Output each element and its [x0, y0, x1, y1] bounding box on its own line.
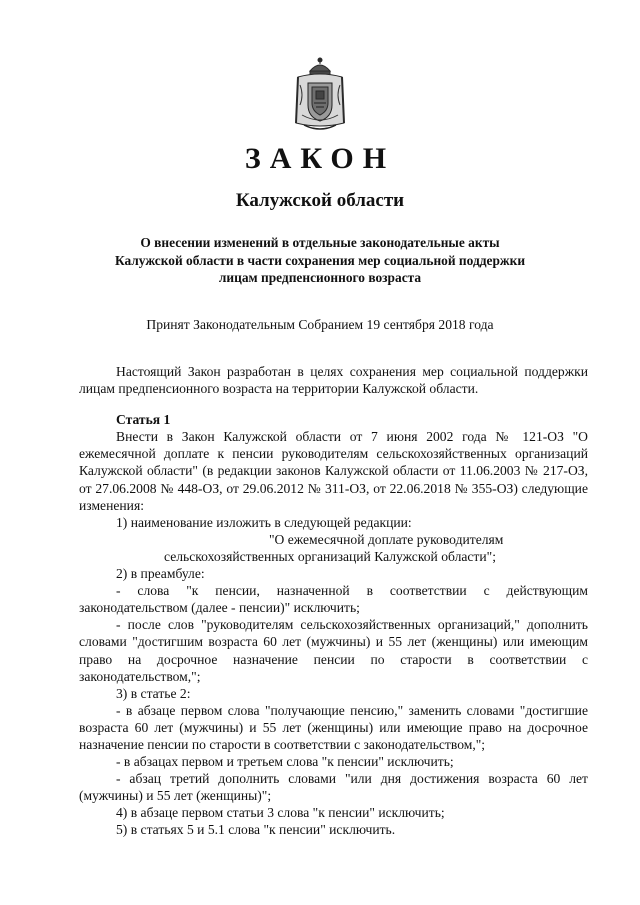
amendment-item-2a: - слова "к пенсии, назначенной в соответствии с действующим законодательством (далее - пенсии)" исключить; [79, 583, 588, 616]
law-body [79, 363, 588, 839]
coat-of-arms-icon [290, 55, 350, 133]
quote-line-1: "О ежемесячной доплате руководителям [269, 531, 504, 547]
amendment-item-3c: - абзац третий дополнить словами "или дня достижения возраста 60 лет (мужчины) и 55 лет (женщины)"; [79, 771, 588, 804]
amendment-item-2: 2) в преамбуле: [116, 566, 205, 582]
region-subtitle: Калужской области [235, 190, 405, 211]
amendment-item-4: 4) в абзаце первом статьи 3 слова "к пенсии" исключить; [116, 805, 445, 821]
law-heading [95, 234, 545, 287]
heading-line: лицам предпенсионного возраста [218, 270, 422, 285]
amendment-item-3b: - в абзацах первом и третьем слова "к пенсии" исключить; [116, 754, 454, 770]
law-title: ЗАКОН [244, 142, 396, 175]
preamble-paragraph: Настоящий Закон разработан в целях сохранения мер социальной поддержки лицам предпенсионного возраста на территории Калужской области. [79, 364, 588, 397]
heading-line: Калужской области в части сохранения мер социальной поддержки [114, 252, 526, 268]
amendment-item-1: 1) наименование изложить в следующей редакции: [116, 514, 412, 530]
article-intro: Внести в Закон Калужской области от 7 июня 2002 года № 121-ОЗ "О ежемесячной доплате к пенсии руководителям сельскохозяйственных организаций Калужской области" (в редакции законов Калужской области от 11.06.2003 № 217-ОЗ, от 27.06.2008 № 448-ОЗ, от 29.06.2012 № 311-ОЗ, от 22.06.2018 № 355-ОЗ) следующие изменения: [79, 429, 588, 513]
article-title: Статья 1 [116, 412, 171, 428]
quote-line-2: сельскохозяйственных организаций Калужской области"; [164, 548, 496, 564]
amendment-item-3: 3) в статье 2: [116, 685, 191, 701]
amendment-item-5: 5) в статьях 5 и 5.1 слова "к пенсии" исключить. [116, 822, 396, 838]
adoption-line: Принят Законодательным Собранием 19 сентября 2018 года [146, 317, 494, 332]
amendment-item-3a: - в абзаце первом слова "получающие пенсию," заменить словами "достигшие возраста 60 лет (мужчины) и 55 лет (женщины) или имеющие право на досрочное назначение пенсии по старости в соответствии с законодательством,"; [79, 702, 588, 752]
heading-line: О внесении изменений в отдельные законодательные акты [140, 235, 500, 250]
amendment-item-2b: - после слов "руководителям сельскохозяйственных организаций," дополнить словами "достигшим возраста 60 лет (мужчины) и 55 лет (женщины) или имеющим право на досрочное назначение пенсии по старости в соответствии с законодательством,"; [79, 617, 588, 684]
